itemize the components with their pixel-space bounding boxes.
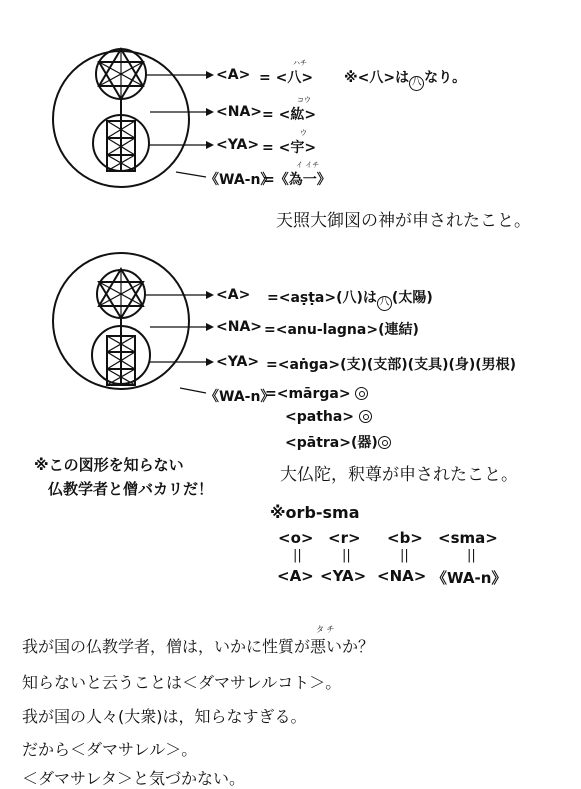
d2-ya-value: =<aṅga>(支)(支部)(支具)(身)(男根) (266, 357, 517, 373)
d1-na-value: = <紘> (262, 107, 317, 123)
closing-line-1: 我が国の仏教学者，僧は，いかに性質が悪いか？ (22, 637, 375, 656)
double-circle-icon (355, 387, 368, 400)
d2-caption: 大仏陀，釈尊が申されたこと。 (280, 465, 518, 485)
d1-a-note: ※<八>は (344, 70, 410, 86)
d1-a-ruby: ハチ (293, 59, 307, 67)
d2-wa-value: =<mārga> (265, 386, 351, 402)
d1-caption: 天照大御図の神が申されたこと。 (276, 211, 531, 231)
closing-line-4: だから＜ダマサレル＞。 (22, 740, 198, 759)
orb-eq-1: || (293, 548, 302, 563)
orb-bottom-wa: 《WA-n》 (432, 569, 507, 587)
orb-eq-2: || (342, 548, 351, 563)
d2-note-line2: 仏教学者と僧バカリだ！ (48, 480, 214, 498)
d1-na-ruby: コウ (297, 96, 311, 104)
double-circle-icon (378, 436, 391, 449)
double-circle-icon (359, 410, 372, 423)
d2-ya-label: <YA> (216, 354, 260, 370)
d2-a-end: (太陽) (391, 290, 433, 306)
d1-na-label: <NA> (216, 104, 263, 120)
closing-line-5: ＜ダマサレタ＞と気づかない。 (22, 769, 246, 788)
d2-a-label: <A> (216, 287, 251, 303)
d1-ya-label: <YA> (216, 137, 260, 153)
d2-a-value: =<aṣṭa>(八)は (267, 290, 377, 306)
d1-ya-ruby: ウ (300, 129, 307, 137)
sun-mark-icon-2: 八 (377, 296, 392, 311)
closing-line-3: 我が国の人々(大衆)は，知らなすぎる。 (22, 707, 307, 726)
d2-na-value: =<anu-lagna>(連結) (264, 322, 419, 338)
d2-note-line1: ※この図形を知らない (34, 456, 184, 474)
orb-title: ※orb-sma (270, 503, 360, 522)
d2-na-label: <NA> (216, 319, 263, 335)
d1-ya-value: = <宇> (262, 140, 317, 156)
orb-eq-3: || (400, 548, 409, 563)
orb-top-o: <o> (278, 529, 314, 547)
d2-patha: <patha> (285, 409, 355, 425)
sun-mark-icon: 八 (409, 76, 424, 91)
orb-top-r: <r> (328, 529, 361, 547)
d1-wa-label: 《WA-n》 (205, 172, 275, 188)
orb-bottom-a: <A> (277, 567, 314, 585)
closing-line-2: 知らないと云うことは＜ダマサレルコト＞。 (22, 673, 342, 692)
d1-wa-value: =《為一》 (263, 172, 331, 188)
d2-wa-label: 《WA-n》 (205, 389, 275, 405)
d1-a-value: = <八> (259, 70, 314, 86)
d1-wa-ruby: イ イチ (296, 161, 320, 169)
closing-ruby: タ チ (316, 625, 335, 634)
orb-top-sma: <sma> (438, 529, 498, 547)
orb-bottom-na: <NA> (377, 567, 427, 585)
d1-a-note-end: なり。 (424, 70, 467, 86)
d1-a-label: <A> (216, 67, 251, 83)
orb-top-b: <b> (387, 529, 423, 547)
d2-patra: <pātra>(器) (285, 435, 378, 451)
orb-eq-4: || (467, 548, 476, 563)
orb-bottom-ya: <YA> (320, 567, 367, 585)
